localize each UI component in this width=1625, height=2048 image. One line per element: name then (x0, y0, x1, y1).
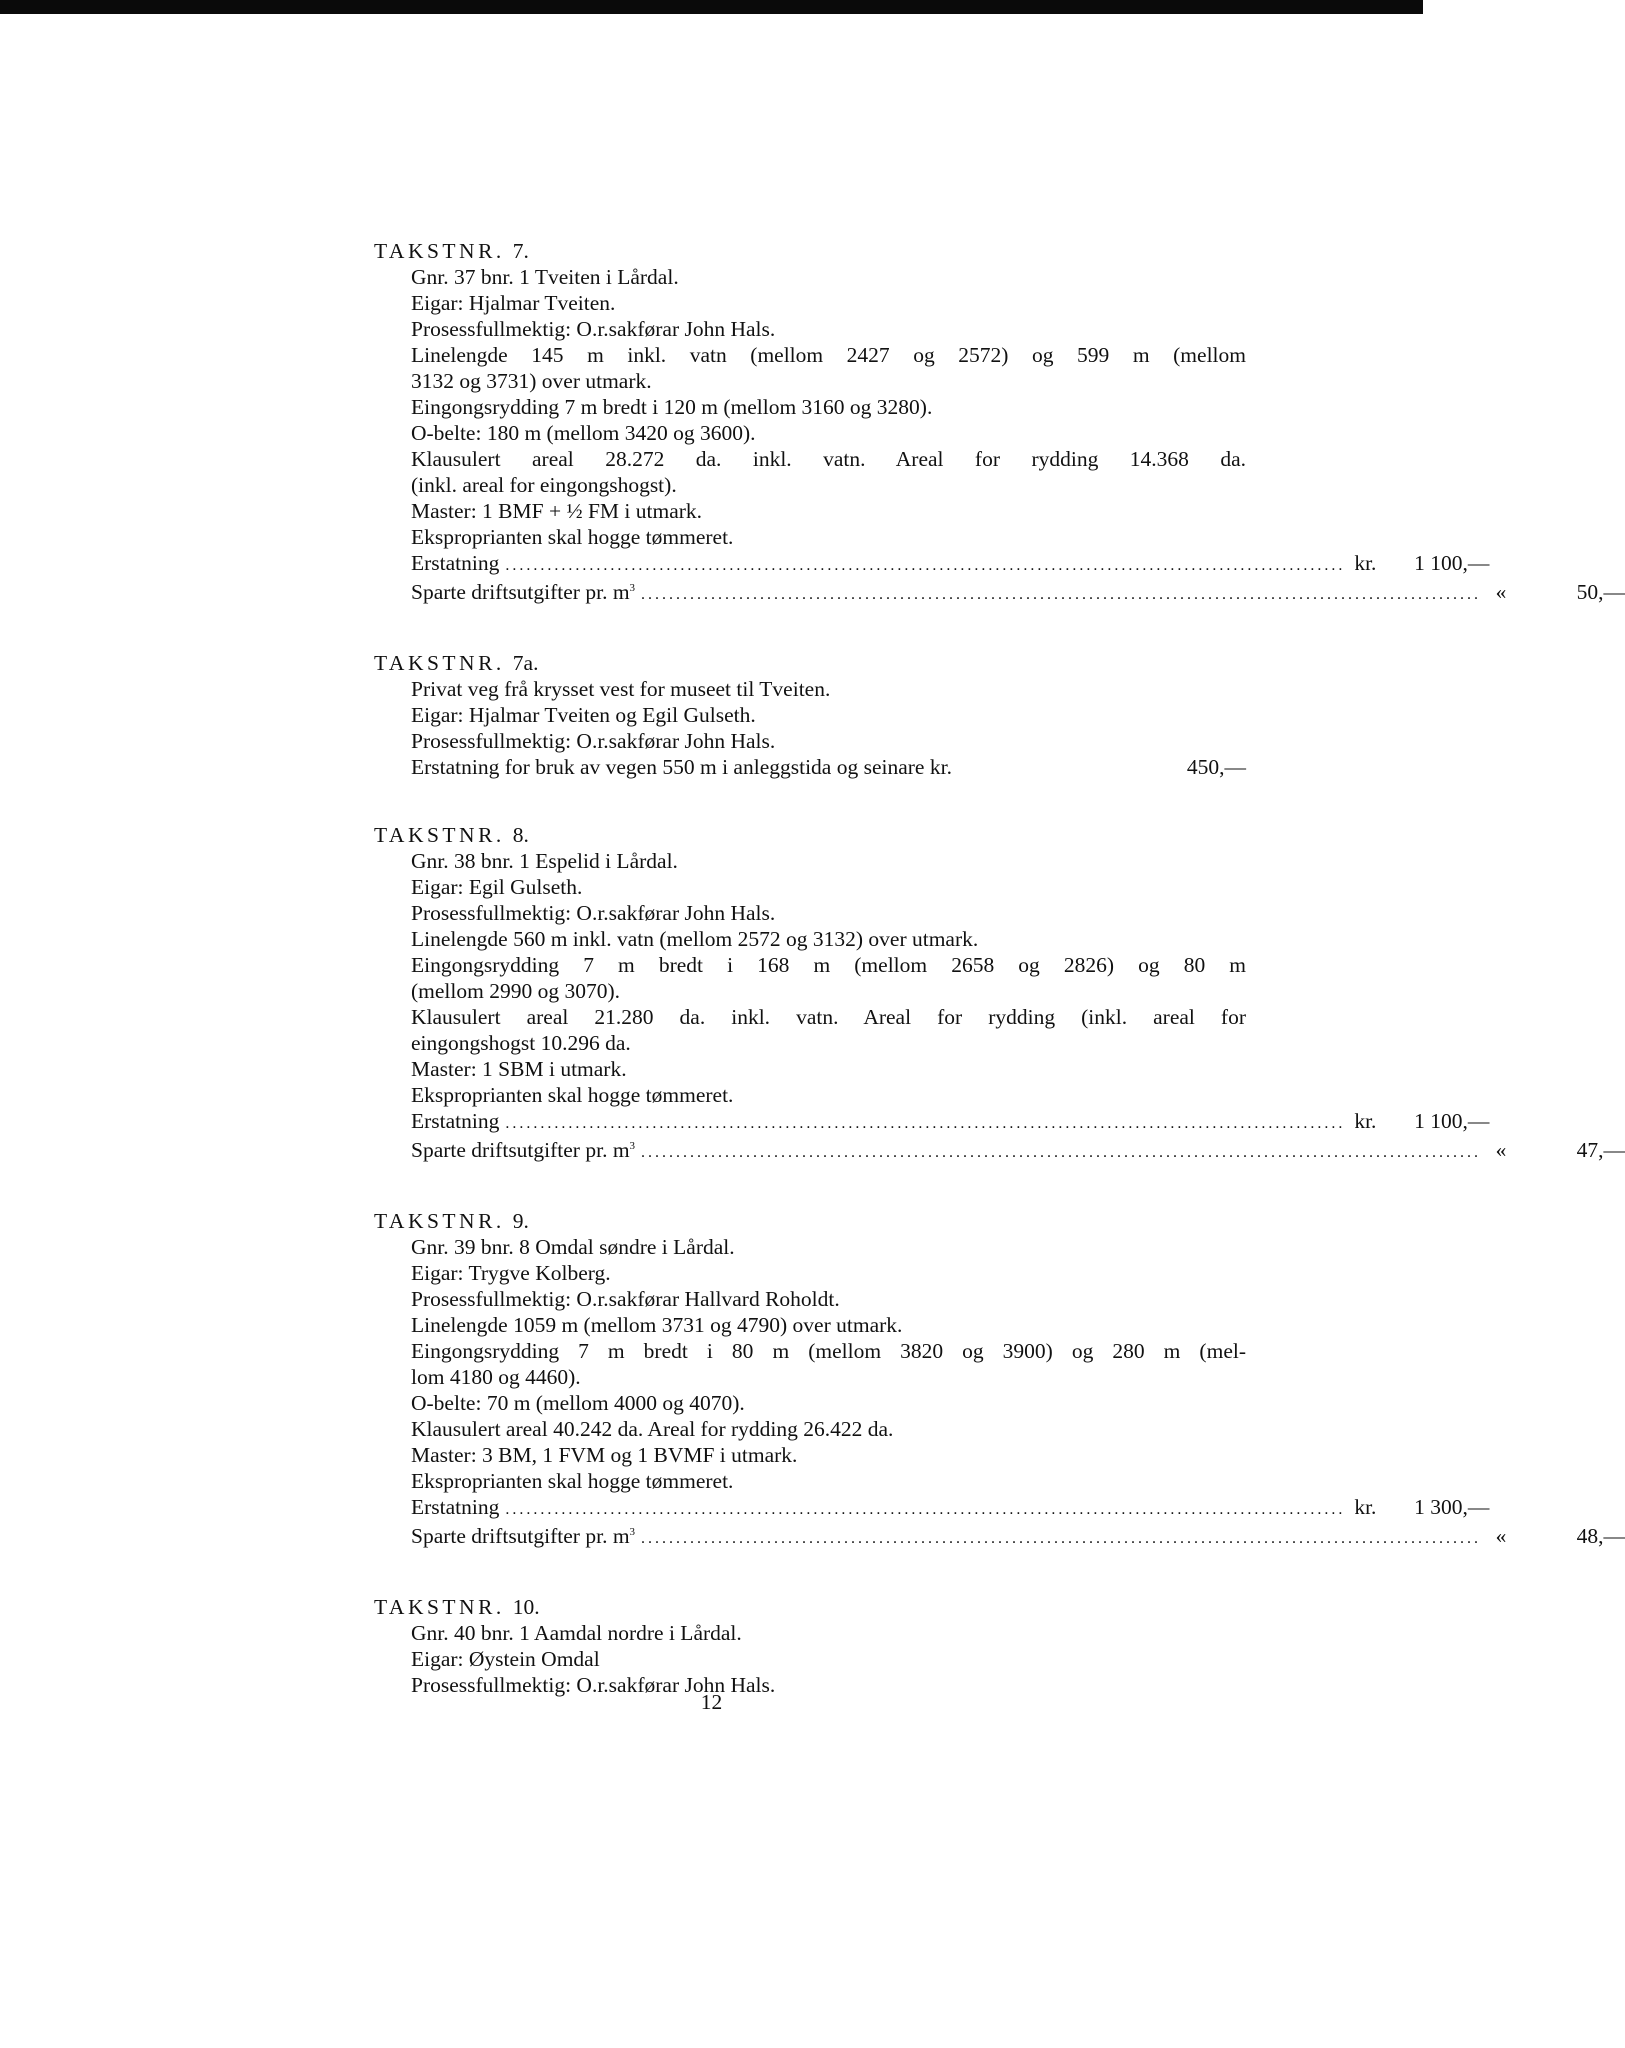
section-heading (374, 822, 1246, 848)
text-line: Eksproprianten skal hogge tømmeret. (411, 1469, 734, 1493)
heading-label: TAKSTNR. (374, 1595, 505, 1619)
payment-unit: kr. (1354, 551, 1377, 575)
payment-amount: 1 100,— (1414, 1109, 1490, 1133)
section-body (411, 676, 1246, 780)
payment-label-superscript: 3 (629, 1139, 636, 1152)
text-line: O-belte: 180 m (mellom 3420 og 3600). (411, 421, 756, 445)
page-number: 12 (700, 1690, 723, 1714)
payment-amount: 1 300,— (1414, 1495, 1490, 1519)
dot-leader: ........................................................................................................................ (505, 1501, 1346, 1518)
text-line: Master: 1 SBM i utmark. (411, 1057, 627, 1081)
text-line: O-belte: 70 m (mellom 4000 og 4070). (411, 1391, 745, 1415)
takst-section (374, 1594, 1246, 1698)
compensation-amount: 450,— (1186, 755, 1246, 779)
dot-leader: ........................................................................................................................ (641, 586, 1482, 603)
text-line: Eigar: Egil Gulseth. (411, 875, 583, 899)
heading-label: TAKSTNR. (374, 239, 505, 263)
text-line: Eigar: Hjalmar Tveiten. (411, 291, 616, 315)
payment-label (411, 1494, 499, 1520)
scan-top-border (0, 0, 1423, 14)
payment-label-text: Erstatning (411, 1109, 500, 1133)
section-body (411, 848, 1625, 1166)
payment-amount: 1 100,— (1414, 551, 1490, 575)
payment-label (411, 1137, 635, 1163)
payment-label (411, 550, 499, 576)
takst-section (374, 822, 1625, 1166)
section-heading (374, 1208, 1246, 1234)
dot-leader: ........................................................................................................................ (641, 1144, 1482, 1161)
takst-section (374, 650, 1246, 780)
payment-unit: « (1495, 1524, 1507, 1548)
text-line: Eingongsrydding 7 m bredt i 120 m (mellom 3160 og 3280). (411, 395, 933, 419)
text-line: Klausulert areal 21.280 da. inkl. vatn. Areal for rydding (inkl. areal for (411, 1005, 1246, 1029)
payment-unit: kr. (1354, 1495, 1377, 1519)
payment-row (411, 579, 1625, 608)
text-line: (inkl. areal for eingongshogst). (411, 473, 677, 497)
text-line: Gnr. 39 bnr. 8 Omdal søndre i Lårdal. (411, 1235, 735, 1259)
payment-label-text: Erstatning (411, 1495, 500, 1519)
payment-label (411, 1108, 499, 1134)
text-line: Gnr. 38 bnr. 1 Espelid i Lårdal. (411, 849, 678, 873)
text-line: Eksproprianten skal hogge tømmeret. (411, 1083, 734, 1107)
text-line: Eigar: Hjalmar Tveiten og Egil Gulseth. (411, 703, 756, 727)
text-line: Klausulert areal 28.272 da. inkl. vatn. Areal for rydding 14.368 da. (411, 447, 1246, 471)
text-line: Gnr. 40 bnr. 1 Aamdal nordre i Lårdal. (411, 1621, 742, 1645)
section-heading (374, 238, 1246, 264)
text-line: (mellom 2990 og 3070). (411, 979, 621, 1003)
payment-amount: 47,— (1576, 1138, 1625, 1162)
document-body (374, 238, 1625, 1740)
section-heading (374, 650, 1246, 676)
payment-row (411, 1108, 1490, 1137)
text-line: Linelengde 1059 m (mellom 3731 og 4790) over utmark. (411, 1313, 903, 1337)
section-body (411, 1620, 1246, 1698)
text-line: lom 4180 og 4460). (411, 1365, 581, 1389)
takst-section (374, 1208, 1625, 1552)
dot-leader: ........................................................................................................................ (641, 1530, 1482, 1547)
heading-label: TAKSTNR. (374, 651, 505, 675)
payment-label (411, 1523, 635, 1549)
text-line: Eksproprianten skal hogge tømmeret. (411, 525, 734, 549)
text-line: Master: 1 BMF + ½ FM i utmark. (411, 499, 703, 523)
text-line: Klausulert areal 40.242 da. Areal for rydding 26.422 da. (411, 1417, 894, 1441)
text-line: Eingongsrydding 7 m bredt i 80 m (mellom 3820 og 3900) og 280 m (mel- (411, 1339, 1246, 1363)
heading-number: 9. (512, 1209, 529, 1233)
payment-row (411, 1494, 1490, 1523)
payment-row (411, 1523, 1625, 1552)
payment-amount: 50,— (1576, 580, 1625, 604)
payment-row (411, 1137, 1625, 1166)
text-line: Eigar: Øystein Omdal (411, 1647, 600, 1671)
compensation-text: Erstatning for bruk av vegen 550 m i anleggstida og seinare kr. (411, 755, 952, 779)
text-line: Master: 3 BM, 1 FVM og 1 BVMF i utmark. (411, 1443, 798, 1467)
payment-label-text: Sparte driftsutgifter pr. m (411, 1524, 630, 1548)
payment-row (411, 550, 1490, 579)
heading-number: 7. (512, 239, 529, 263)
payment-unit: kr. (1354, 1109, 1377, 1133)
section-heading (374, 1594, 1246, 1620)
text-line: Prosessfullmektig: O.r.sakførar John Hals. (411, 729, 776, 753)
text-line: Eigar: Trygve Kolberg. (411, 1261, 611, 1285)
text-line: Linelengde 560 m inkl. vatn (mellom 2572 og 3132) over utmark. (411, 927, 979, 951)
payment-label-text: Sparte driftsutgifter pr. m (411, 580, 630, 604)
payment-unit: « (1495, 1138, 1507, 1162)
dot-leader: ........................................................................................................................ (505, 557, 1346, 574)
heading-number: 7a. (512, 651, 539, 675)
text-line: Eingongsrydding 7 m bredt i 168 m (mellom 2658 og 2826) og 80 m (411, 953, 1246, 977)
text-line: Prosessfullmektig: O.r.sakførar Hallvard Roholdt. (411, 1287, 840, 1311)
payment-label (411, 579, 635, 605)
text-line: 3132 og 3731) over utmark. (411, 369, 652, 393)
heading-label: TAKSTNR. (374, 1209, 505, 1233)
heading-label: TAKSTNR. (374, 823, 505, 847)
section-body (411, 1234, 1625, 1552)
text-line: Gnr. 37 bnr. 1 Tveiten i Lårdal. (411, 265, 679, 289)
text-line: Privat veg frå krysset vest for museet til Tveiten. (411, 677, 831, 701)
payment-unit: « (1495, 580, 1507, 604)
text-line: Linelengde 145 m inkl. vatn (mellom 2427 og 2572) og 599 m (mellom (411, 343, 1246, 367)
dot-leader: ........................................................................................................................ (505, 1115, 1346, 1132)
section-body (411, 264, 1625, 608)
heading-number: 10. (512, 1595, 540, 1619)
payment-label-text: Sparte driftsutgifter pr. m (411, 1138, 630, 1162)
compensation-line (411, 754, 1246, 780)
heading-number: 8. (512, 823, 529, 847)
payment-amount: 48,— (1576, 1524, 1625, 1548)
payment-label-text: Erstatning (411, 551, 500, 575)
takst-section (374, 238, 1625, 608)
payment-label-superscript: 3 (629, 1525, 636, 1538)
payment-label-superscript: 3 (629, 581, 636, 594)
text-line: eingongshogst 10.296 da. (411, 1031, 631, 1055)
text-line: Prosessfullmektig: O.r.sakførar John Hals. (411, 901, 776, 925)
text-line: Prosessfullmektig: O.r.sakførar John Hals. (411, 1673, 776, 1697)
text-line: Prosessfullmektig: O.r.sakførar John Hals. (411, 317, 776, 341)
